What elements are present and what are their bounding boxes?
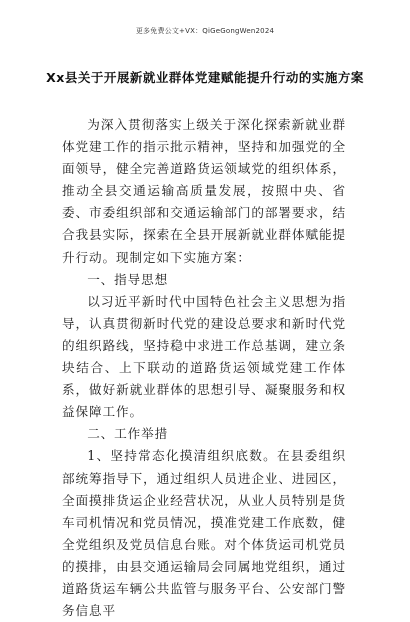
- section-heading-work-measures: 二、工作举措: [87, 426, 169, 442]
- section-heading-guiding-ideology: 一、指导思想: [87, 271, 169, 287]
- header-note: 更多免费公文+VX：QiGeGongWen2024: [135, 27, 275, 35]
- work-measure-1-paragraph: 1、坚持常态化摸清组织底数。在县委组织部统筹指导下，通过组织人员进企业、进园区，全面摸排货运企业经营状况，从业人员特别是货车司机情况和党员情况，摸准党建工作底数，健全党组织及党员信息台账。对个体货运司机党员的摸排，由县交通运输局会同属地党组织，通过道路货运车辆公共监管与服务平台、公安部门警务信息平: [62, 448, 346, 619]
- intro-paragraph: 为深入贯彻落实上级关于深化探索新就业群体党建工作的指示批示精神，坚持和加强党的全面领导，健全完善道路货运领域党的组织体系，推动全县交通运输高质量发展，按照中央、省委、市委组织部和交通运输部门的部署要求，结合我县实际，探索在全县开展新就业群体赋能提升行动。现制定如下实施方案：: [62, 117, 346, 265]
- document-body: [62, 114, 346, 622]
- guiding-ideology-paragraph: 以习近平新时代中国特色社会主义思想为指导，认真贯彻新时代党的建设总要求和新时代党的组织路线，坚持稳中求进工作总基调，建立条块结合、上下联动的道路货运领域党建工作体系，做好新就业群体的思想引导、凝聚服务和权益保障工作。: [62, 293, 346, 420]
- document-title: Xx县关于开展新就业群体党建赋能提升行动的实施方案: [46, 70, 364, 85]
